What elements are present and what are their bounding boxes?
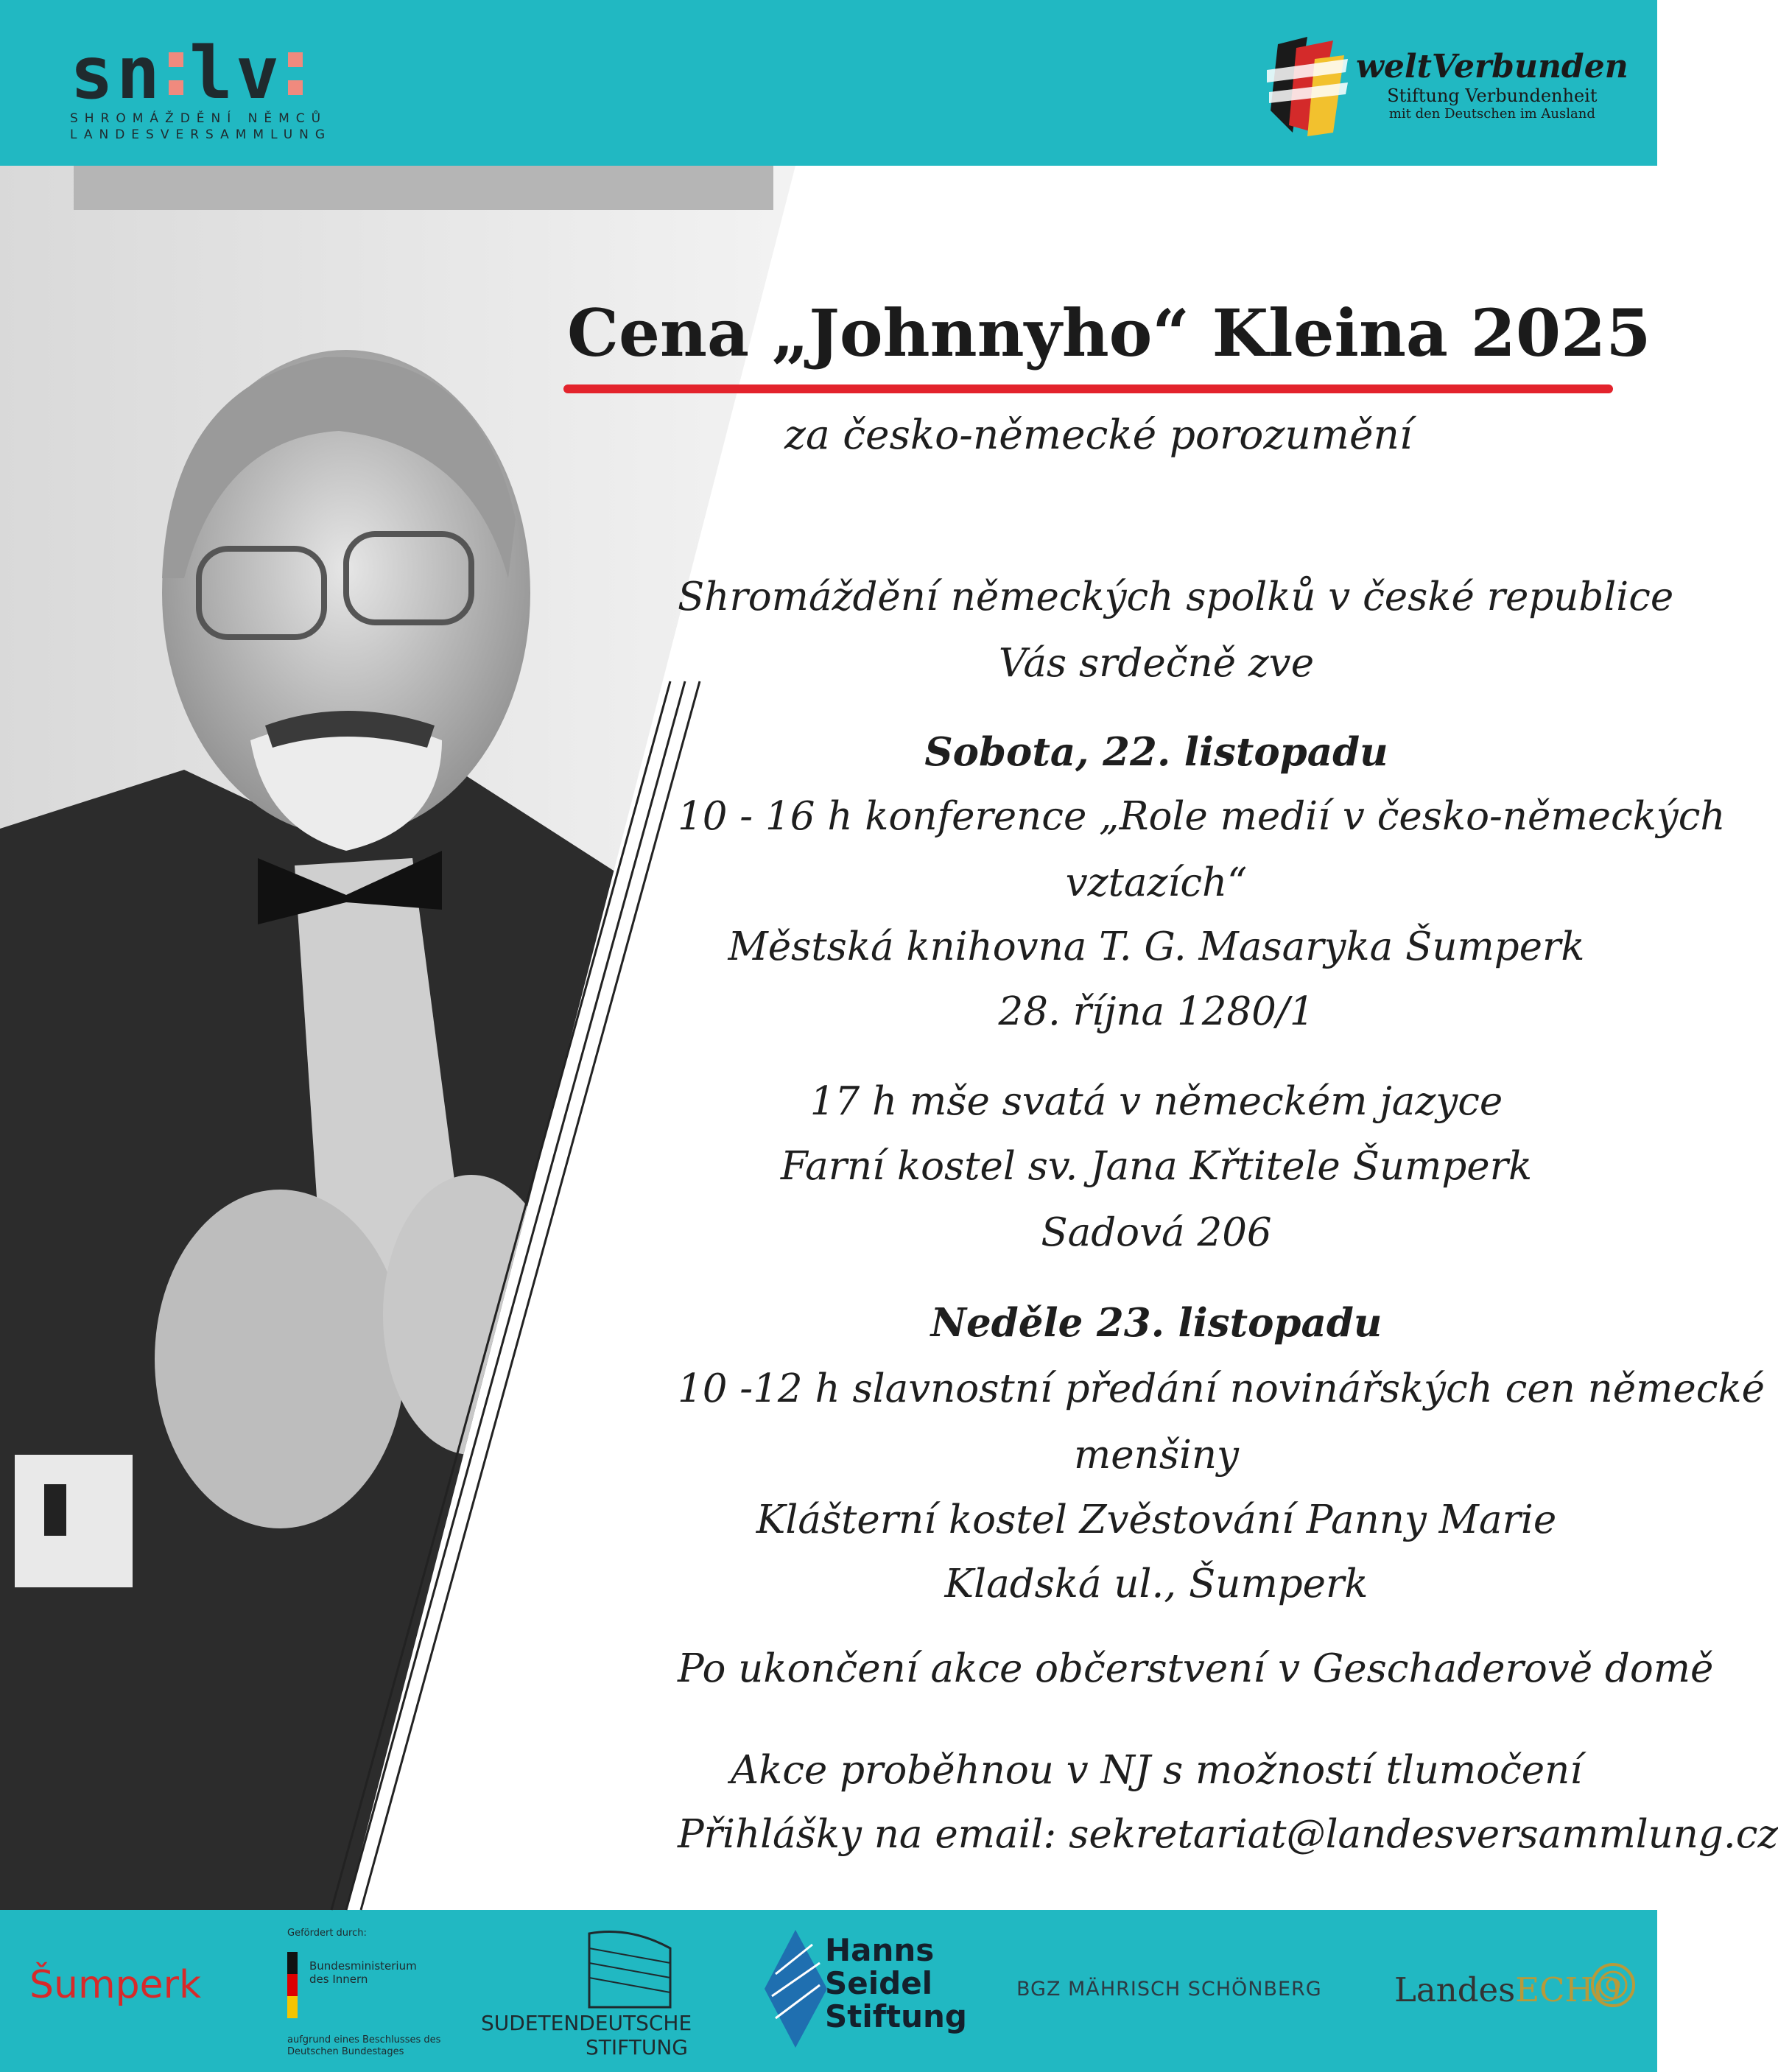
- snlv-dots-icon: [167, 52, 185, 95]
- after-note: Po ukončení akce občerstvení v Geschaderově domě: [678, 1646, 1714, 1691]
- landesecho-a: Landes: [1394, 1970, 1516, 2009]
- hss-line2: Seidel: [825, 1965, 933, 2001]
- invite-line2: Vás srdečně zve: [998, 641, 1315, 686]
- snlv-line2: LANDESVERSAMMLUNG: [70, 127, 332, 142]
- snlv-word-b: lv: [189, 32, 283, 116]
- language-note: Akce proběhnou v NJ s možností tlumočení: [730, 1748, 1583, 1793]
- landesecho-ring-icon: [1591, 1952, 1642, 2018]
- day1-heading: Sobota, 22. listopadu: [924, 729, 1388, 775]
- day1-line4: 28. října 1280/1: [998, 989, 1315, 1034]
- day2-line4: Kladská ul., Šumperk: [944, 1562, 1368, 1606]
- hss-diamond-icon: [761, 1930, 831, 2048]
- sudeten-building-icon: [586, 1926, 674, 2011]
- portrait-photo: [0, 166, 737, 1910]
- weltverbunden-logo: [1263, 29, 1628, 140]
- sudeten-line2: STIFTUNG: [586, 2035, 688, 2059]
- page-subtitle: za česko-německé porozumění: [784, 411, 1413, 458]
- snlv-word-a: sn: [70, 32, 164, 116]
- hss-logo: [825, 1934, 967, 2033]
- day1-mass1: 17 h mše svatá v německém jazyce: [809, 1079, 1503, 1124]
- weltverbunden-line1: Stiftung Verbundenheit: [1387, 85, 1598, 106]
- invite-line1: Shromáždění německých spolků v české republice: [678, 575, 1674, 619]
- day1-mass3: Sadová 206: [1041, 1210, 1272, 1255]
- day2-line1: 10 -12 h slavnostní předání novinářských cen německé: [678, 1366, 1765, 1411]
- day1-line2: vztazích“: [1065, 860, 1248, 905]
- bmi-name: Bundesministerium des Innern: [309, 1959, 417, 1986]
- day1-mass2: Farní kostel sv. Jana Křtitele Šumperk: [780, 1144, 1533, 1189]
- weltverbunden-title: weltVerbunden: [1356, 48, 1628, 85]
- snlv-dots-icon-2: [287, 52, 304, 95]
- snlv-logo: [70, 32, 332, 143]
- page-title: Cena „Johnnyho“ Kleina 2025: [567, 295, 1651, 371]
- sumperk-logo: Šumperk: [29, 1963, 202, 2007]
- german-flag-icon: [287, 1952, 298, 2018]
- day1-line1: 10 - 16 h konference „Role medií v česko-německých: [678, 794, 1726, 839]
- weltverbunden-mark-icon: [1263, 29, 1350, 140]
- bmi-footnote: aufgrund eines Beschlusses des Deutschen Bundestages: [287, 2034, 441, 2057]
- bmi-funded-note: Gefördert durch:: [287, 1928, 367, 1939]
- day2-heading: Neděle 23. listopadu: [930, 1300, 1382, 1346]
- hss-line1: Hanns: [825, 1932, 935, 1968]
- title-underline: [563, 384, 1613, 393]
- day2-line3: Klášterní kostel Zvěstování Panny Marie: [756, 1497, 1557, 1542]
- day1-line3: Městská knihovna T. G. Masaryka Šumperk: [728, 924, 1585, 969]
- hss-line3: Stiftung: [825, 1998, 967, 2034]
- bgz-logo: BGZ MÄHRISCH SCHÖNBERG: [1016, 1978, 1322, 2001]
- sudeten-line1: SUDETENDEUTSCHE: [481, 2011, 692, 2035]
- registration-note: Přihlášky na email: sekretariat@landesversammlung.cz: [678, 1812, 1778, 1857]
- snlv-line1: SHROMÁŽDĚNÍ NĚMCŮ: [70, 111, 328, 126]
- day2-line2: menšiny: [1074, 1433, 1239, 1478]
- landesecho-b: ECHO: [1515, 1970, 1621, 2009]
- weltverbunden-line2: mit den Deutschen im Ausland: [1388, 106, 1595, 122]
- landesecho-logo: [1394, 1970, 1621, 2009]
